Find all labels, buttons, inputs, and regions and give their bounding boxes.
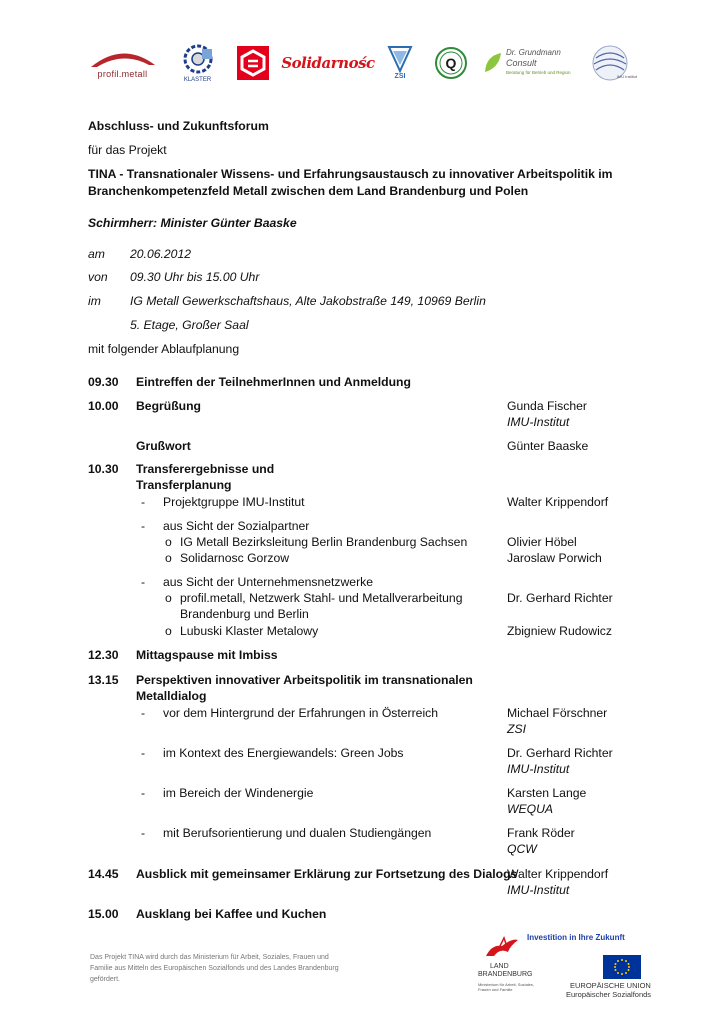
event-1230: Mittagspause mit Imbiss [136,648,278,662]
ig-metall-emblem-icon [240,49,266,77]
grundmann-tag: Beratung für Betrieb und Region [506,69,571,75]
investition-label: Investition in Ihre Zukunft [527,933,625,942]
project-title-line1: TINA - Transnationaler Wissens- und Erfahrungsaustausch zu innovativer Arbeitspolitik im [88,167,613,181]
speaker-grusswort: Günter Baaske [507,439,589,453]
bullet-p2b: o [165,551,172,565]
imu-logo [582,40,637,85]
qcw-logo [432,40,470,85]
item-unternehmensnetzwerke: aus Sicht der Unternehmensnetzwerke [163,575,374,589]
imu-label: IMU Institut [616,74,637,79]
org-1000: IMU-Institut [507,415,570,429]
item-solidarnosc: Solidarnosc Gorzow [180,551,290,565]
eu-stars-icon [603,955,641,979]
event-grusswort: Grußwort [136,439,191,453]
von-value: 09.30 Uhr bis 15.00 Uhr [130,270,260,284]
time-1000: 10.00 [88,399,119,413]
grundmann-title: Dr. Grundmann [506,47,561,57]
item-ig-metall: IG Metall Bezirksleitung Berlin Brandenburg Sachsen [180,535,468,549]
event-1445: Ausblick mit gemeinsamer Erklärung zur Fortsetzung des Dialogs [136,867,518,881]
zsi-triangle-icon [387,45,413,73]
patron: Schirmherr: Minister Günter Baaske [88,216,297,230]
funding-note: Das Projekt TINA wird durch das Ministerium für Arbeit, Soziales, Frauen und Familie aus Mitteln des Europäischen Sozialfonds und des Landes Brandenburg gefördert. [90,954,339,983]
org-windenergie: WEQUA [507,802,554,816]
item-lubuski: Lubuski Klaster Metalowy [180,624,319,638]
speaker-green-jobs: Dr. Gerhard Richter [507,746,613,760]
speaker-oesterreich: Michael Förschner [507,706,608,720]
org-berufsorientierung: QCW [507,842,537,856]
grundmann-sub: Consult [506,57,537,68]
speaker-solidarnosc: Jaroslaw Porwich [507,551,602,565]
profil-metall-label: profil.metall [97,68,148,79]
speaker-ig-metall: Olivier Höbel [507,535,577,549]
dash-q2: - [141,746,146,760]
time-1500: 15.00 [88,907,119,921]
speaker-1000: Gunda Fischer [507,399,587,413]
klaster-gear-icon [178,43,218,77]
event-1030-line1: Transferergebnisse und [136,462,275,476]
org-green-jobs: IMU-Institut [507,762,570,776]
event-0930: Eintreffen der TeilnehmerInnen und Anmeldung [136,375,411,389]
zsi-label: ZSI [394,73,406,80]
item-berufsorientierung: mit Berufsorientierung und dualen Studiengängen [163,826,432,840]
event-1315-line1: Perspektiven innovativer Arbeitspolitik im transnationalen [136,673,473,687]
solidarnosc-logo [281,40,375,85]
dash-q3: - [141,786,146,800]
speaker-windenergie: Karsten Lange [507,786,587,800]
item-green-jobs: im Kontext des Energiewandels: Green Jobs [163,746,404,760]
esf-label: Europäischer Sozialfonds [566,990,652,999]
eu-label: EUROPÄISCHE UNION [570,981,651,990]
time-1030: 10.30 [88,462,119,476]
solidarnosc-label: Solidarnośc [281,53,375,72]
agenda-intro: mit folgender Ablaufplanung [88,342,240,356]
brandenburg-name: BRANDENBURG [478,971,533,978]
item-oesterreich: vor dem Hintergrund der Erfahrungen in Österreich [163,706,439,720]
am-label: am [88,247,105,261]
item-profil-metall-line2: Brandenburg und Berlin [180,607,309,621]
time-1315: 13.15 [88,673,119,687]
speaker-lubuski: Zbigniew Rudowicz [507,624,612,638]
brandenburg-logo [478,934,548,992]
bullet-p2a: o [165,535,172,549]
event-1500: Ausklang bei Kaffee und Kuchen [136,907,327,921]
item-profil-metall-line1: profil.metall, Netzwerk Stahl- und Metallverarbeitung [180,591,463,605]
profil-metall-logo [85,40,160,85]
event-1315-line2: Metalldialog [136,689,207,703]
eu-flag [603,955,641,979]
project-title-line2: Branchenkompetenzfeld Metall zwischen dem Land Brandenburg und Polen [88,184,529,198]
ig-metall-logo [236,40,270,85]
brandenburg-ministry: Ministerium für Arbeit, Soziales, Frauen und Familie [478,982,535,992]
q-circle-icon [434,46,468,80]
org-1445: IMU-Institut [507,883,570,897]
klaster-label: KLASTER [183,76,212,83]
brandenburg-eagle-icon [482,934,522,960]
speaker-1445: Walter Krippendorf [507,867,609,881]
speaker-berufsorientierung: Frank Röder [507,826,575,840]
org-oesterreich: ZSI [507,722,526,736]
im-value: IG Metall Gewerkschaftshaus, Alte Jakobstraße 149, 10969 Berlin [130,294,486,308]
speaker-projektgruppe: Walter Krippendorf [507,495,609,509]
grundmann-leaf-icon [482,50,504,76]
svg-text:Q: Q [445,54,457,71]
brandenburg-land: LAND [490,963,509,970]
profil-metall-arc-icon [87,47,159,69]
speaker-profil-metall: Dr. Gerhard Richter [507,591,613,605]
event-1000: Begrüßung [136,399,201,413]
project-intro: für das Projekt [88,143,167,157]
item-projektgruppe: Projektgruppe IMU-Institut [163,495,305,509]
forum-title: Abschluss- und Zukunftsforum [88,119,269,133]
grundmann-logo [482,40,574,85]
dash-p1: - [141,495,146,509]
time-0930: 09.30 [88,375,119,389]
am-value: 20.06.2012 [130,247,191,261]
item-windenergie: im Bereich der Windenergie [163,786,314,800]
im-label: im [88,294,101,308]
zsi-logo [385,40,415,85]
room: 5. Etage, Großer Saal [130,318,249,332]
dash-p2: - [141,519,146,533]
time-1445: 14.45 [88,867,119,881]
klaster-logo [175,40,220,85]
dash-q1: - [141,706,146,720]
von-label: von [88,270,108,284]
dash-q4: - [141,826,146,840]
bullet-p3b: o [165,624,172,638]
time-1230: 12.30 [88,648,119,662]
item-sozialpartner: aus Sicht der Sozialpartner [163,519,310,533]
dash-p3: - [141,575,146,589]
bullet-p3a: o [165,591,172,605]
event-1030-line2: Transferplanung [136,478,232,492]
